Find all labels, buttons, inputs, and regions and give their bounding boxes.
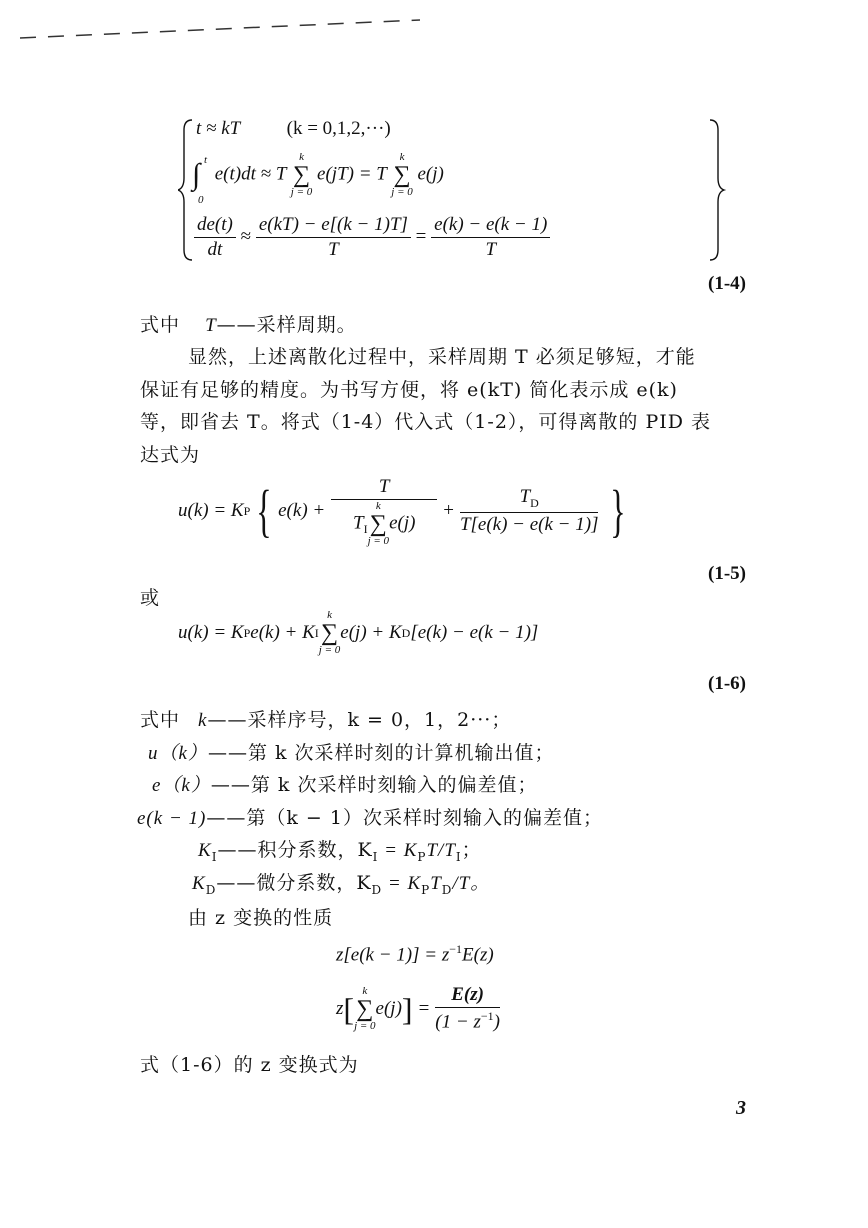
definition-row: $K_D——$微分系数，$K_D = K_PT_D/T$。	[192, 872, 491, 897]
z-intro: 由 z 变换的性质	[188, 907, 334, 929]
eq15-kp-sub: P	[243, 503, 251, 518]
equation-1-4: t ≈ kT (k = 0,1,2,···) ∫ t 0 e(t)dt ≈ T k ∑ j = 0 e(jT) = T k ∑ j = 0 e(j) $\frac{de(t)}{dt}$ ≈ $\frac{e(kT) - e[(k - 1)T]}{T}$ = $\frac{e(k) - e(k - 1)}{T}$	[178, 112, 738, 272]
z-frac-num: E(z)	[435, 984, 500, 1008]
eq14-line2-left: e(t)dt ≈ T	[214, 163, 287, 185]
eq14-frac-num: de(t)	[194, 214, 236, 238]
definition-row: e(k − 1)——第（k − 1）次采样时刻输入的偏差值；	[137, 807, 603, 829]
z-equation-2: z [ k ∑ j = 0 e(j) ] = $\frac{E(z)}{(1 - z^{-1})}$	[336, 984, 500, 1033]
eq14-line1: t ≈ kT	[196, 118, 240, 139]
eq14-frac-den: dt	[207, 239, 223, 260]
eq14-approx: ≈	[240, 225, 252, 247]
equation-1-6: u(k) = K P e(k) + K I k ∑ j = 0 e(j) + K D [e(k) − e(k − 1)]	[178, 609, 539, 656]
header-dashed-rule	[0, 0, 868, 60]
eq14-line2-right: e(j)	[417, 163, 444, 185]
equation-1-5	[178, 466, 632, 556]
eq15-frac1-num: T	[331, 476, 437, 500]
eq14-line1-cond: (k = 0,1,2,···)	[286, 118, 391, 139]
paragraph-line: 达式为	[140, 444, 201, 466]
paragraph-line: 等，即省去 T。将式（1-4）代入式（1-2），可得离散的 PID 表	[140, 411, 712, 433]
sum-symbol: k ∑ j = 0	[318, 609, 341, 656]
eq15-frac2-num: $T_D$	[460, 486, 599, 513]
paragraph-line: 显然，上述离散化过程中，采样周期 T 必须足够短，才能	[188, 346, 696, 368]
integral-upper: t	[204, 154, 208, 166]
sum-symbol: k ∑ j = 0	[290, 151, 313, 198]
eq14-line2-mid: e(jT) = T	[317, 163, 387, 185]
eq14-frac-den: T	[485, 239, 497, 260]
definition-row: $K_I——$积分系数，$K_I = K_PT/T_I$；	[198, 839, 482, 864]
sum-symbol: k ∑ j = 0	[354, 985, 376, 1032]
right-brace: }	[610, 478, 627, 543]
eq14-equals: =	[415, 225, 427, 247]
left-brace: {	[256, 478, 272, 543]
eq14-frac-num: e(kT) − e[(k − 1)T]	[256, 214, 411, 238]
or-word: 或	[140, 587, 161, 609]
integral-lower: 0	[198, 194, 204, 206]
eq14-frac-num: e(k) − e(k − 1)	[431, 214, 550, 238]
eq15-plus: +	[443, 500, 454, 521]
z-frac-den: $(1 - z^{-1})$	[435, 1009, 500, 1033]
equation-number: (1-5)	[708, 563, 746, 584]
paragraph-line: 保证有足够的精度。为书写方便，将 e(kT) 简化表示成 e(k)	[140, 379, 678, 401]
eq15-lhs: u(k) = K	[178, 500, 244, 521]
equation-number: (1-4)	[708, 273, 746, 294]
definition-row: e（k）——第 k 次采样时刻输入的偏差值；	[152, 774, 538, 796]
definition-row: 式中 k——采样序号，k = 0，1，2···；	[140, 709, 512, 731]
definition-row: u（k）——第 k 次采样时刻的计算机输出值；	[148, 742, 555, 764]
final-line: 式（1-6）的 z 变换式为	[140, 1054, 359, 1076]
page-number: 3	[736, 1097, 746, 1119]
equation-number: (1-6)	[708, 673, 746, 694]
z-equation-1: $z[e(k - 1)] = z^{-1}E(z)$	[336, 942, 494, 966]
eq15-frac1-den: $T_I$ k ∑ j = 0 e(j)	[353, 499, 416, 547]
where-T-line: 式中 T——采样周期。	[140, 314, 357, 336]
eq15-frac2-den: T[e(k) − e(k − 1)]	[459, 513, 599, 535]
eq15-term1: e(k) +	[278, 500, 326, 521]
sum-symbol: k ∑ j = 0	[391, 151, 413, 198]
eq14-frac-den: T	[328, 239, 339, 260]
